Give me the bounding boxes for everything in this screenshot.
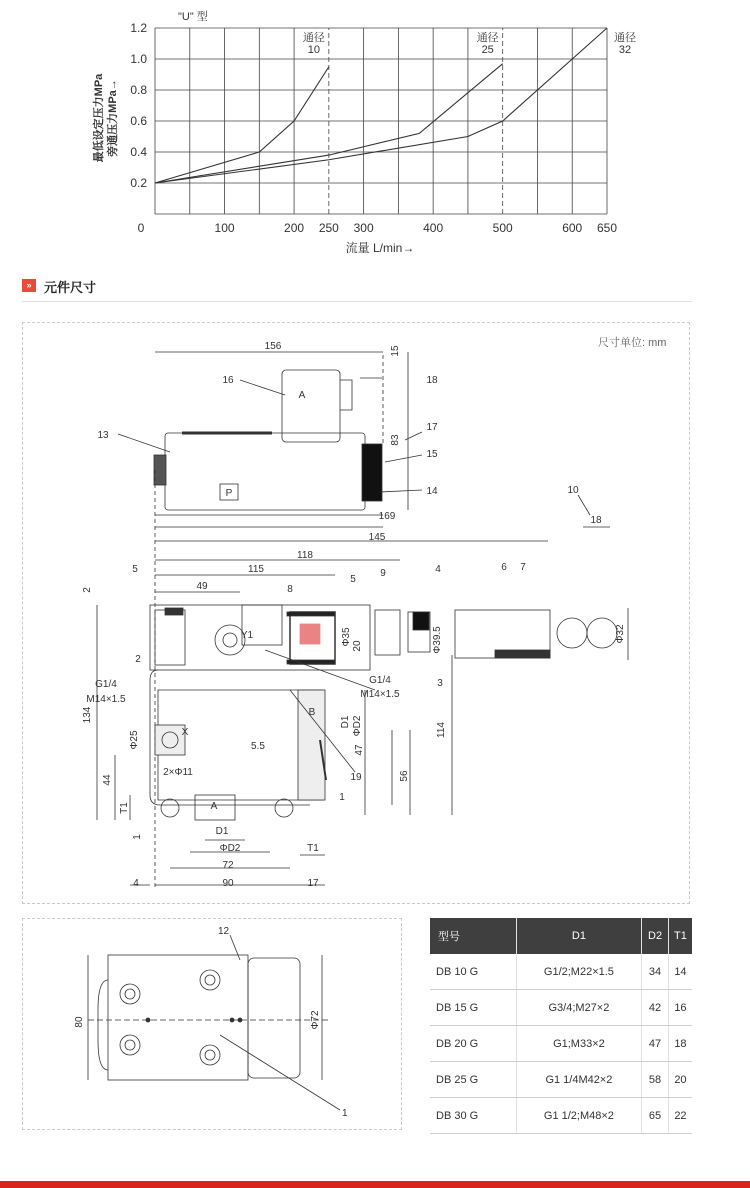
dimension-label: 18 bbox=[426, 375, 438, 386]
dimension-label: 115 bbox=[248, 564, 264, 575]
x-tick-label: 250 bbox=[318, 221, 339, 235]
dimension-label: 9 bbox=[380, 568, 386, 579]
cell-t1: 20 bbox=[668, 1062, 692, 1098]
dimension-label: 5 bbox=[350, 574, 356, 585]
cell-model: DB 10 G bbox=[430, 954, 516, 990]
dimension-label: 134 bbox=[82, 706, 93, 724]
annotation-label: 通径 bbox=[614, 32, 636, 44]
dimension-label: D1 bbox=[215, 826, 229, 837]
dimension-label: 18 bbox=[590, 515, 602, 526]
dimension-label: 17 bbox=[426, 422, 438, 433]
y-tick-label: 1.0 bbox=[130, 52, 147, 66]
table-row bbox=[430, 990, 692, 1026]
cell-d2: 47 bbox=[642, 1026, 669, 1062]
dimension-label: 49 bbox=[196, 581, 208, 592]
y-axis-label-1: 最低设定压力MPa bbox=[93, 73, 105, 163]
cell-t1: 18 bbox=[668, 1026, 692, 1062]
y-tick-label: 0.4 bbox=[130, 145, 147, 159]
dimension-label: 5 bbox=[132, 564, 138, 575]
cell-d2: 34 bbox=[642, 954, 669, 990]
annotation-value: 32 bbox=[618, 44, 632, 56]
dimension-label: 44 bbox=[102, 774, 113, 786]
dimension-label: 4 bbox=[133, 878, 139, 889]
cell-model: DB 20 G bbox=[430, 1026, 516, 1062]
dimension-labels bbox=[82, 341, 626, 889]
dimension-label: G1/4 bbox=[369, 675, 391, 686]
solenoid-knob bbox=[362, 444, 382, 501]
dimension-label: 13 bbox=[97, 430, 109, 441]
dimension-label: 118 bbox=[297, 550, 313, 561]
spec-table bbox=[430, 918, 692, 1134]
dimension-label: 145 bbox=[368, 532, 386, 543]
dimension-label: 3 bbox=[437, 678, 443, 689]
top-view-label-12: 12 bbox=[218, 926, 230, 937]
dimension-label: 90 bbox=[222, 878, 234, 889]
dimension-label: 169 bbox=[378, 511, 396, 522]
top-view-drawing bbox=[0, 900, 420, 1140]
cell-d1: G1 1/4M42×2 bbox=[516, 1062, 642, 1098]
dimension-label: 156 bbox=[264, 341, 282, 352]
cell-d2: 58 bbox=[642, 1062, 669, 1098]
annotation-value: 25 bbox=[481, 44, 494, 56]
dimension-label: 2 bbox=[82, 587, 93, 593]
dimension-label: ΦD2 bbox=[352, 715, 363, 737]
dimension-label: 2 bbox=[135, 654, 141, 665]
annotation-label: 通径 bbox=[476, 32, 499, 44]
dimension-label: 10 bbox=[567, 485, 579, 496]
solenoid-connector bbox=[282, 370, 340, 442]
cell-t1: 14 bbox=[668, 954, 692, 990]
cell-d1: G1;M33×2 bbox=[516, 1026, 642, 1062]
cell-model: DB 30 G bbox=[430, 1098, 516, 1134]
section-marker-icon: » bbox=[22, 279, 36, 292]
y-tick-label: 0.6 bbox=[130, 114, 147, 128]
y-tick-label: 1.2 bbox=[130, 21, 147, 35]
cell-d1: G3/4;M27×2 bbox=[516, 990, 642, 1026]
dimension-label: 6 bbox=[501, 562, 507, 573]
dimension-label: 56 bbox=[399, 770, 410, 782]
dimension-label: 14 bbox=[426, 486, 438, 497]
dimension-label: G1/4 bbox=[95, 679, 117, 690]
y-tick-label: 0.2 bbox=[130, 176, 147, 190]
dimension-label: Y1 bbox=[240, 630, 254, 641]
bottom-accent-bar bbox=[0, 1181, 750, 1188]
dimension-label: 1 bbox=[339, 792, 345, 803]
cell-t1: 16 bbox=[668, 990, 692, 1026]
annotation-label: 通径 bbox=[302, 32, 325, 44]
dimension-label: Φ35 bbox=[341, 627, 352, 647]
header-d1: D1 bbox=[516, 918, 642, 954]
dimension-label: 8 bbox=[287, 584, 293, 595]
dimension-label: Φ32 bbox=[615, 624, 626, 644]
cell-d1: G1/2;M22×1.5 bbox=[516, 954, 642, 990]
y-axis-label-2: 旁通压力MPa→ bbox=[107, 79, 119, 157]
x-tick-label: 300 bbox=[353, 221, 374, 235]
x-tick-label: 0 bbox=[137, 221, 145, 235]
dimension-label: T1 bbox=[119, 802, 130, 814]
dimension-label: 2×Φ11 bbox=[163, 767, 193, 778]
table-header-row bbox=[430, 918, 692, 954]
dimension-label: D1 bbox=[340, 715, 351, 729]
dimension-label: A bbox=[210, 801, 218, 812]
dimension-label: 5.5 bbox=[251, 741, 265, 752]
dimension-label: 7 bbox=[520, 562, 526, 573]
section-title: 元件尺寸 bbox=[44, 280, 97, 295]
dimension-label: 20 bbox=[352, 640, 363, 652]
x-tick-label: 200 bbox=[284, 221, 305, 235]
cell-model: DB 25 G bbox=[430, 1062, 516, 1098]
dimension-label: ΦD2 bbox=[219, 843, 241, 854]
dimension-label: Φ39.5 bbox=[432, 626, 443, 654]
cell-model: DB 15 G bbox=[430, 990, 516, 1026]
header-t1: T1 bbox=[668, 918, 692, 954]
x-tick-label: 100 bbox=[214, 221, 235, 235]
chart-title-prefix: "U" 型 bbox=[178, 11, 208, 23]
cell-t1: 22 bbox=[668, 1098, 692, 1134]
x-tick-label: 600 bbox=[562, 221, 583, 235]
dimension-label: X bbox=[181, 727, 189, 738]
x-tick-label: 650 bbox=[596, 221, 618, 235]
dimension-label: 1 bbox=[132, 834, 143, 840]
dimension-label: 15 bbox=[426, 449, 438, 460]
table-row bbox=[430, 954, 692, 990]
cell-d2: 42 bbox=[642, 990, 669, 1026]
dimension-label: 114 bbox=[436, 722, 447, 738]
dimension-label: B bbox=[308, 707, 316, 718]
top-view-label-1: 1 bbox=[342, 1108, 348, 1119]
dimension-label: 47 bbox=[354, 744, 365, 756]
part-label-p: P bbox=[225, 488, 233, 499]
dimension-label: 72 bbox=[222, 860, 234, 871]
dimension-label: M14×1.5 bbox=[86, 694, 126, 705]
cell-d2: 65 bbox=[642, 1098, 669, 1134]
x-axis-label: 流量 L/min→ bbox=[345, 241, 415, 255]
dimension-label: 17 bbox=[307, 878, 319, 889]
dimension-label: 83 bbox=[390, 434, 401, 446]
dimension-label: 16 bbox=[222, 375, 234, 386]
header-d2: D2 bbox=[642, 918, 669, 954]
solenoid-body bbox=[165, 433, 365, 510]
table-row bbox=[430, 1026, 692, 1062]
dimension-label: 19 bbox=[350, 772, 362, 783]
part-label-a: A bbox=[298, 390, 306, 401]
top-view-label-80: 80 bbox=[74, 1016, 85, 1028]
cell-d1: G1 1/2;M48×2 bbox=[516, 1098, 642, 1134]
table-row bbox=[430, 1098, 692, 1134]
dimension-label: 4 bbox=[435, 564, 441, 575]
dimension-label: 15 bbox=[390, 345, 401, 357]
annotation-value: 10 bbox=[307, 44, 320, 56]
dimension-label: T1 bbox=[307, 843, 319, 854]
header-model: 型号 bbox=[430, 918, 516, 954]
table-row bbox=[430, 1062, 692, 1098]
dimension-label: Φ25 bbox=[129, 730, 140, 750]
top-view-label-d72: Φ72 bbox=[310, 1010, 321, 1030]
x-tick-label: 400 bbox=[423, 221, 444, 235]
unit-note: 尺寸单位: mm bbox=[598, 337, 667, 349]
x-tick-label: 500 bbox=[492, 221, 513, 235]
dimension-label: M14×1.5 bbox=[360, 689, 400, 700]
y-tick-label: 0.8 bbox=[130, 83, 147, 97]
